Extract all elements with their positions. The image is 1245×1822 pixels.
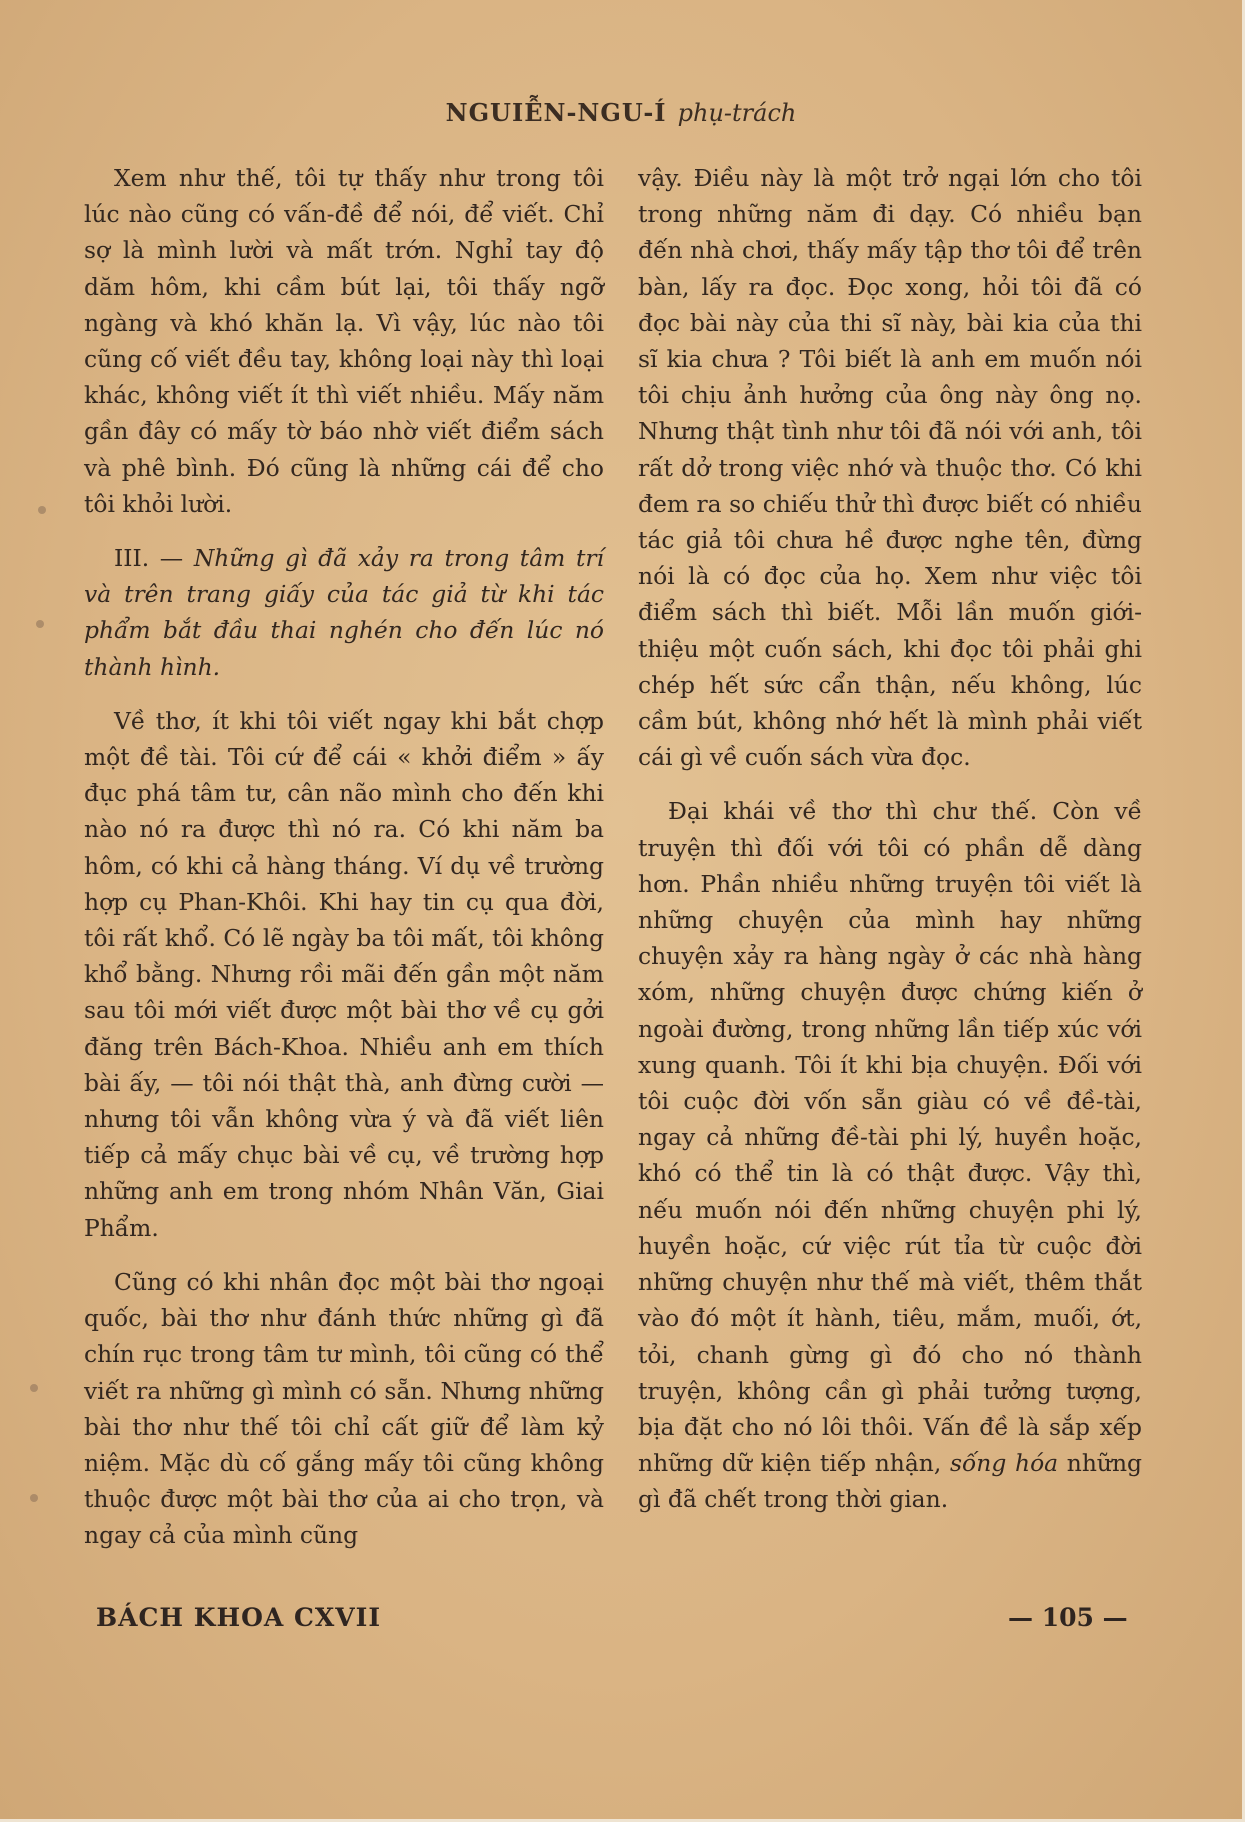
section-heading bbox=[84, 540, 604, 685]
section-number: III. — bbox=[114, 544, 184, 573]
header-role: phụ-trách bbox=[677, 99, 797, 127]
page-number: — 105 — bbox=[1008, 1603, 1128, 1632]
left-column bbox=[84, 160, 604, 1554]
journal-name: BÁCH KHOA CXVII bbox=[96, 1603, 382, 1632]
emphasis-text: sống hóa bbox=[949, 1449, 1059, 1478]
paragraph-text: Đại khái về thơ thì chư thế. Còn về truyện thì đối với tôi có phần dễ dàng hơn. Phần nhiều những truyện tôi viết là những chuyện của mình hay những chuyện xảy ra hàng ngày ở các nhà hàng xóm, những chuyện được chứng kiến ở ngoài đường, trong những lần tiếp xúc với xung quanh. Tôi ít khi bịa chuyện. Đối với tôi cuộc đời vốn sẵn giàu có về đề-tài, ngay cả những đề-tài phi lý, huyền hoặc, khó có thể tin là có thật được. Vậy thì, nếu muốn nói đến những chuyện phi lý, huyền hoặc, cứ việc rút tỉa từ cuộc đời những chuyện như thế mà viết, thêm thắt vào đó một ít hành, tiêu, mắm, muối, ớt, tỏi, chanh gừng gì đó cho nó thành truyện, không cần gì phải tưởng tượng, bịa đặt cho nó lôi thôi. Vấn đề là sắp xếp những dữ kiện tiếp nhận, bbox=[638, 797, 1142, 1478]
paragraph: vậy. Điều này là một trở ngại lớn cho tôi trong những năm đi dạy. Có nhiều bạn đến nhà chơi, thấy mấy tập thơ tôi để trên bàn, lấy ra đọc. Đọc xong, hỏi tôi đã có đọc bài này của thi sĩ này, bài kia của thi sĩ kia chưa ? Tôi biết là anh em muốn nói tôi chịu ảnh hưởng của ông này ông nọ. Nhưng thật tình như tôi đã nói với anh, tôi rất dở trong việc nhớ và thuộc thơ. Có khi đem ra so chiếu thử thì được biết có nhiều tác giả tôi chưa hề được nghe tên, đừng nói là có đọc của họ. Xem như việc tôi điểm sách thì biết. Mỗi lần muốn giới-thiệu một cuốn sách, khi đọc tôi phải ghi chép hết sức cẩn thận, nếu không, lúc cầm bút, không nhớ hết là mình phải viết cái gì về cuốn sách vừa đọc. bbox=[638, 164, 1142, 772]
section-title: Những gì đã xảy ra trong tâm trí và trên trang giấy của tác giả từ khi tác phẩm bắt đầu thai nghén cho đến lúc nó thành hình. bbox=[84, 544, 605, 681]
header-author: NGUIỄN-NGU-Í bbox=[445, 98, 667, 127]
punch-hole-mark bbox=[30, 1384, 38, 1392]
punch-hole-mark bbox=[30, 1494, 38, 1502]
page-header bbox=[0, 98, 1242, 127]
paragraph: Về thơ, ít khi tôi viết ngay khi bắt chợp một đề tài. Tôi cứ để cái « khởi điểm » ấy đục phá tâm tư, cân não mình cho đến khi nào nó ra được thì nó ra. Có khi năm ba hôm, có khi cả hàng tháng. Ví dụ về trường hợp cụ Phan-Khôi. Khi hay tin cụ qua đời, tôi rất khổ. Có lẽ ngày ba tôi mất, tôi không khổ bằng. Nhưng rồi mãi đến gần một năm sau tôi mới viết được một bài thơ về cụ gởi đăng trên Bách-Khoa. Nhiều anh em thích bài ấy, — tôi nói thật thà, anh đừng cười — nhưng tôi vẫn không vừa ý và đã viết liên tiếp cả mấy chục bài về cụ, về trường hợp những anh em trong nhóm Nhân Văn, Giai Phẩm. bbox=[84, 706, 604, 1242]
paragraph bbox=[638, 793, 1142, 1517]
paragraph-text-end: những gì đã chết trong thời gian. bbox=[638, 1449, 1143, 1514]
right-column bbox=[638, 160, 1142, 1518]
paragraph: Xem như thế, tôi tự thấy như trong tôi lúc nào cũng có vấn-đề để nói, để viết. Chỉ sợ là mình lười và mất trớn. Nghỉ tay độ dăm hôm, khi cầm bút lại, tôi thấy ngỡ ngàng và khó khăn lạ. Vì vậy, lúc nào tôi cũng cố viết đều tay, không loại này thì loại khác, không viết ít thì viết nhiều. Mấy năm gần đây có mấy tờ báo nhờ viết điểm sách và phê bình. Đó cũng là những cái để cho tôi khỏi lười. bbox=[84, 164, 604, 518]
paragraph: Cũng có khi nhân đọc một bài thơ ngoại quốc, bài thơ như đánh thức những gì đã chín rục trong tâm tư mình, tôi cũng có thể viết ra những gì mình có sẵn. Nhưng những bài thơ như thế tôi chỉ cất giữ để làm kỷ niệm. Mặc dù cố gắng mấy tôi cũng không thuộc được một bài thơ của ai cho trọn, và ngay cả của mình cũng bbox=[84, 1267, 604, 1550]
punch-hole-mark bbox=[38, 506, 46, 514]
punch-hole-mark bbox=[36, 620, 44, 628]
